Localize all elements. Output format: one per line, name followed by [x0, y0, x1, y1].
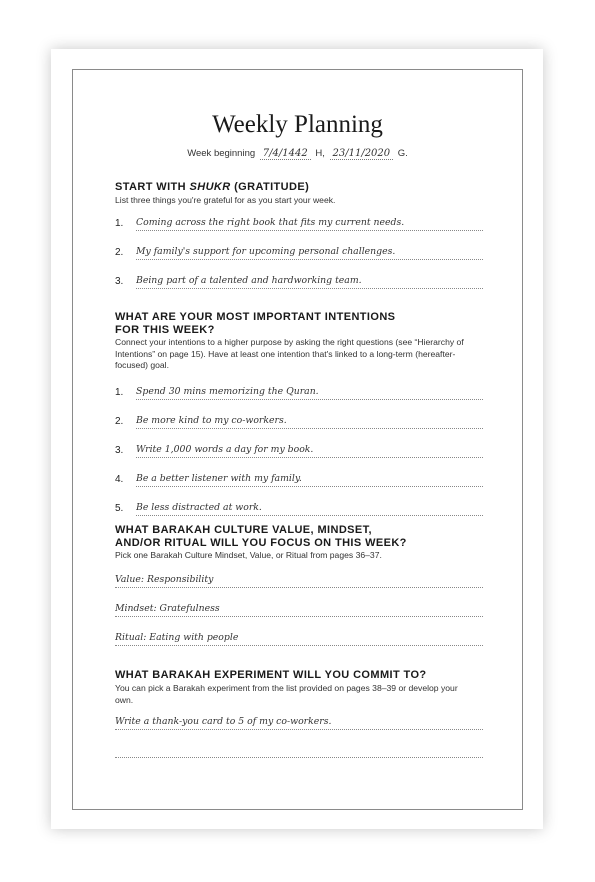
item-number: 1.: [115, 218, 124, 229]
culture-item[interactable]: [115, 603, 483, 617]
culture-heading-line2: AND/OR RITUAL WILL YOU FOCUS ON THIS WEEK?: [115, 537, 407, 549]
intention-item[interactable]: [115, 386, 483, 400]
gratitude-entry[interactable]: My family's support for upcoming personal challenges.: [136, 246, 483, 260]
gratitude-item[interactable]: [115, 246, 483, 260]
item-number: 2.: [115, 247, 124, 258]
gratitude-item[interactable]: [115, 217, 483, 231]
intentions-heading-line1: WHAT ARE YOUR MOST IMPORTANT INTENTIONS: [115, 311, 396, 323]
culture-entry[interactable]: Value: Responsibility: [115, 574, 483, 588]
gratitude-heading-suffix: (GRATITUDE): [234, 181, 310, 193]
intention-item[interactable]: [115, 444, 483, 458]
item-number: 3.: [115, 445, 124, 456]
intentions-heading: [115, 311, 395, 337]
culture-entry[interactable]: Mindset: Gratefulness: [115, 603, 483, 617]
gratitude-heading: [115, 181, 309, 194]
experiment-description: You can pick a Barakah experiment from the list provided on pages 38–39 or develop your own.: [115, 683, 458, 705]
item-number: 1.: [115, 387, 124, 398]
culture-description: Pick one Barakah Culture Mindset, Value, or Ritual from pages 36–37.: [115, 550, 382, 560]
culture-heading-line1: WHAT BARAKAH CULTURE VALUE, MINDSET,: [115, 524, 372, 536]
week-beginning-label: Week beginning: [187, 148, 256, 159]
intention-item[interactable]: [115, 502, 483, 516]
culture-entry[interactable]: Ritual: Eating with people: [115, 632, 483, 646]
intention-entry[interactable]: Spend 30 mins memorizing the Quran.: [136, 386, 483, 400]
experiment-item[interactable]: [115, 716, 483, 730]
week-hijri-date[interactable]: 7/4/1442: [260, 148, 311, 160]
gratitude-item[interactable]: [115, 275, 483, 289]
experiment-item[interactable]: [115, 744, 483, 758]
gratitude-entry[interactable]: Being part of a talented and hardworking team.: [136, 275, 483, 289]
culture-heading: [115, 524, 407, 550]
gratitude-heading-prefix: START WITH: [115, 181, 187, 193]
intentions-description: Connect your intentions to a higher purpose by asking the right questions (see “Hierarchy of Intentions” on page 15). Have at least one intention that's linked to a long-term (hereafter-focused) goal.: [115, 337, 464, 370]
item-number: 5.: [115, 503, 124, 514]
hijri-suffix: H,: [315, 148, 325, 159]
week-beginning-line: [72, 148, 523, 160]
intention-item[interactable]: [115, 473, 483, 487]
item-number: 2.: [115, 416, 124, 427]
experiment-heading: WHAT BARAKAH EXPERIMENT WILL YOU COMMIT TO?: [115, 669, 427, 681]
intention-item[interactable]: [115, 415, 483, 429]
culture-item[interactable]: [115, 632, 483, 646]
intention-entry[interactable]: Write 1,000 words a day for my book.: [136, 444, 483, 458]
page-title: Weekly Planning: [212, 111, 383, 138]
week-gregorian-date[interactable]: 23/11/2020: [330, 148, 394, 160]
intention-entry[interactable]: Be more kind to my co-workers.: [136, 415, 483, 429]
culture-item[interactable]: [115, 574, 483, 588]
gratitude-description: List three things you're grateful for as you start your week.: [115, 195, 336, 205]
experiment-entry[interactable]: Write a thank-you card to 5 of my co-workers.: [115, 716, 483, 730]
experiment-entry-blank[interactable]: [115, 744, 483, 758]
item-number: 3.: [115, 276, 124, 287]
intention-entry[interactable]: Be a better listener with my family.: [136, 473, 483, 487]
intentions-heading-line2: FOR THIS WEEK?: [115, 324, 215, 336]
gratitude-heading-emphasis: SHUKR: [189, 181, 231, 193]
gratitude-entry[interactable]: Coming across the right book that fits my current needs.: [136, 217, 483, 231]
item-number: 4.: [115, 474, 124, 485]
intention-entry[interactable]: Be less distracted at work.: [136, 502, 483, 516]
gregorian-suffix: G.: [397, 148, 408, 159]
